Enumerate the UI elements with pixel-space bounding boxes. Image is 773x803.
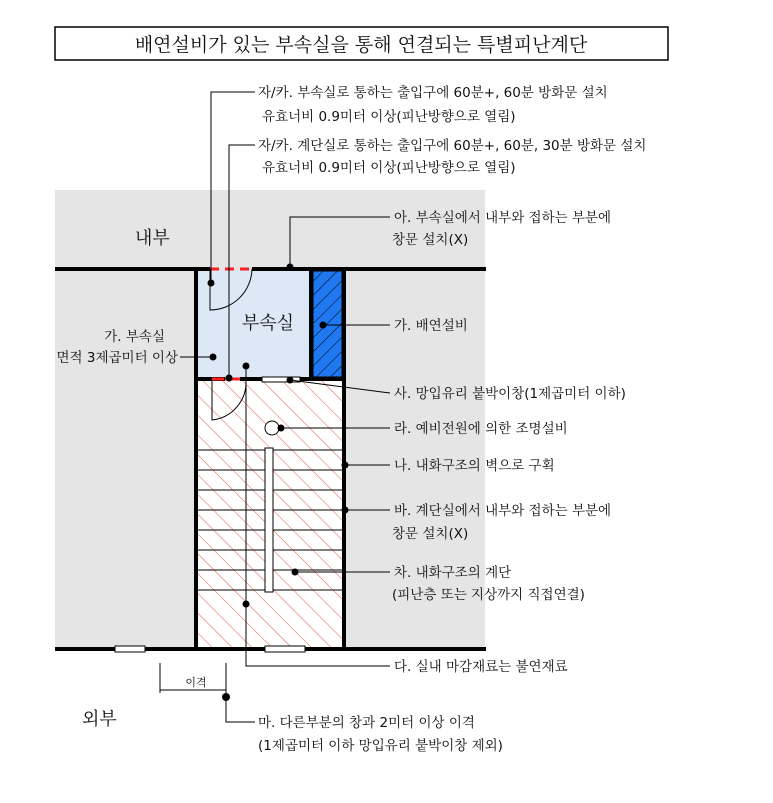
callout-ma-line2: (1제곱미터 이하 망입유리 붙박이창 제외): [258, 738, 503, 754]
exterior-window-1: [115, 646, 145, 652]
diagram-title: 배연설비가 있는 부속실을 통해 연결되는 특별피난계단: [134, 34, 588, 56]
callout-ma-line1: 마. 다른부분의 창과 2미터 이상 이격: [258, 715, 475, 731]
callout-na: 나. 내화구조의 벽으로 구획: [394, 458, 555, 474]
vestibule-label: 부속실: [241, 313, 295, 334]
callout-ga-area-line1: 가. 부속실: [104, 329, 165, 345]
callout-vestibule-door-line2: 유효너비 0.9미터 이상(피난방향으로 열림): [262, 109, 516, 125]
callout-ga-area-line2: 면적 3제곱미터 이상: [56, 350, 178, 366]
callout-vestibule-door-line1: 자/카. 부속실로 통하는 출입구에 60분+, 60분 방화문 설치: [258, 85, 608, 101]
callout-ga-smoke: 가. 배연설비: [394, 318, 468, 334]
inside-label: 내부: [135, 228, 170, 249]
callout-cha-line1: 차. 내화구조의 계단: [394, 565, 512, 581]
outside-label: 외부: [82, 709, 117, 730]
separation-label: 이격: [185, 676, 207, 689]
wire-glass-window: [262, 377, 300, 382]
callout-ba-line2: 창문 설치(X): [392, 526, 469, 542]
emergency-light-icon: [265, 421, 279, 435]
callout-da: 다. 실내 마감재료는 불연재료: [394, 659, 568, 675]
callout-cha-line2: (피난층 또는 지상까지 직접연결): [392, 587, 585, 603]
callout-stair-door-line1: 자/카. 계단실로 통하는 출입구에 60분+, 60분, 30분 방화문 설치: [258, 138, 647, 154]
callout-stair-door-line2: 유효너비 0.9미터 이상(피난방향으로 열림): [262, 160, 516, 176]
callout-ra: 라. 예비전원에 의한 조명설비: [394, 421, 568, 437]
callout-a-line2: 창문 설치(X): [392, 232, 469, 248]
callout-a-line1: 아. 부속실에서 내부와 접하는 부분에: [394, 210, 612, 226]
callout-sa: 사. 망입유리 붙박이창(1제곱미터 이하): [394, 386, 626, 402]
stair-well: [265, 448, 273, 592]
exterior-window-2: [265, 646, 305, 652]
callout-ba-line1: 바. 계단실에서 내부와 접하는 부분에: [394, 503, 612, 519]
